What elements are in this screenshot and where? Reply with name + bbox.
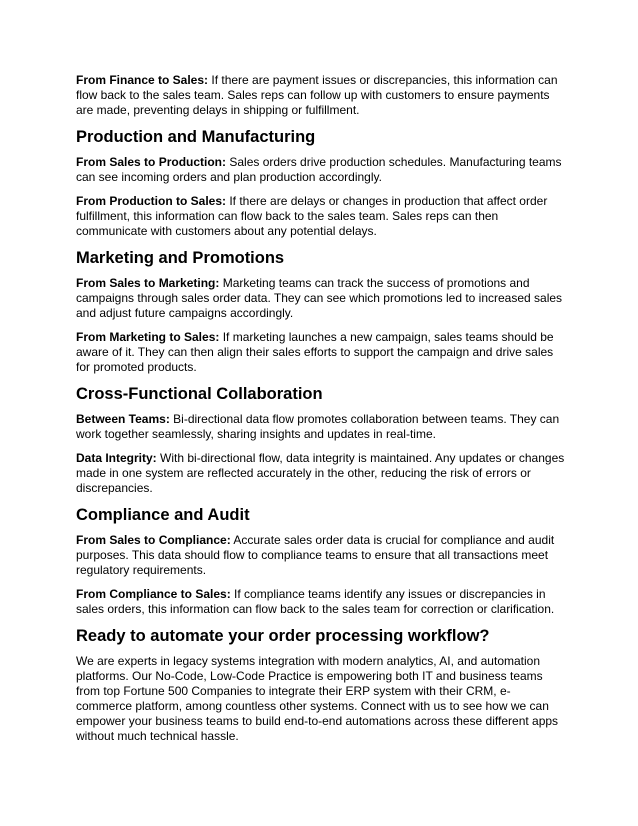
marketing-to-sales-paragraph: [76, 330, 566, 375]
paragraph-text: Accurate sales order data is crucial for compliance and audit purposes. This data should flow to compliance teams to ensure that all transactions meet regulatory requirements.: [76, 533, 555, 577]
paragraph-lead: From Sales to Production:: [76, 155, 227, 169]
section-heading-cta: Ready to automate your order processing workflow?: [76, 627, 490, 645]
between-teams-paragraph: [76, 412, 566, 442]
paragraph-lead: From Compliance to Sales:: [76, 587, 231, 601]
paragraph-text: Sales orders drive production schedules. Manufacturing teams can see incoming orders and plan production accordingly.: [76, 155, 562, 184]
paragraph-text: With bi-directional flow, data integrity is maintained. Any updates or changes made in one system are reflected accurately in the other, reducing the risk of errors or discrepancies.: [76, 451, 565, 495]
section-heading-production: Production and Manufacturing: [76, 128, 316, 146]
sales-to-production-paragraph: [76, 155, 566, 185]
section-heading-collaboration: Cross-Functional Collaboration: [76, 385, 323, 403]
paragraph-text: If there are payment issues or discrepancies, this information can flow back to the sales team. Sales reps can follow up with customers to ensure payments are made, preventing delays in shipping or fulfillment.: [76, 73, 558, 117]
paragraph-lead: From Sales to Marketing:: [76, 276, 220, 290]
data-integrity-paragraph: [76, 451, 566, 496]
document-page: [76, 73, 566, 753]
production-to-sales-paragraph: [76, 194, 566, 239]
sales-to-compliance-paragraph: [76, 533, 566, 578]
finance-to-sales-paragraph: [76, 73, 566, 118]
paragraph-text: Bi-directional data flow promotes collaboration between teams. They can work together seamlessly, sharing insights and updates in real-time.: [76, 412, 560, 441]
section-heading-marketing: Marketing and Promotions: [76, 249, 285, 267]
paragraph-lead: From Marketing to Sales:: [76, 330, 220, 344]
compliance-to-sales-paragraph: [76, 587, 566, 617]
cta-paragraph: We are experts in legacy systems integration with modern analytics, AI, and automation platforms. Our No-Code, Low-Code Practice is empowering both IT and business teams from top Fortune 500 Companies to integrate their ERP system with their CRM, e-commerce platform, among countless other systems. Connect with us to see how we can empower your business teams to build end-to-end automations across these different apps without much technical hassle.: [76, 654, 559, 743]
paragraph-lead: Data Integrity:: [76, 451, 157, 465]
sales-to-marketing-paragraph: [76, 276, 566, 321]
paragraph-text: If there are delays or changes in production that affect order fulfillment, this information can flow back to the sales team. Sales reps can then communicate with customers about any potential delays.: [76, 194, 548, 238]
paragraph-text: If marketing launches a new campaign, sales teams should be aware of it. They can then align their sales efforts to support the campaign and drive sales for promoted products.: [76, 330, 554, 374]
paragraph-text: Marketing teams can track the success of promotions and campaigns through sales order data. They can see which promotions led to increased sales and adjust future campaigns accordingly.: [76, 276, 563, 320]
paragraph-text: If compliance teams identify any issues or discrepancies in sales orders, this information can flow back to the sales team for correction or clarification.: [76, 587, 555, 616]
paragraph-lead: Between Teams:: [76, 412, 170, 426]
section-heading-compliance: Compliance and Audit: [76, 506, 250, 524]
paragraph-lead: From Finance to Sales:: [76, 73, 209, 87]
paragraph-lead: From Sales to Compliance:: [76, 533, 231, 547]
paragraph-lead: From Production to Sales:: [76, 194, 227, 208]
